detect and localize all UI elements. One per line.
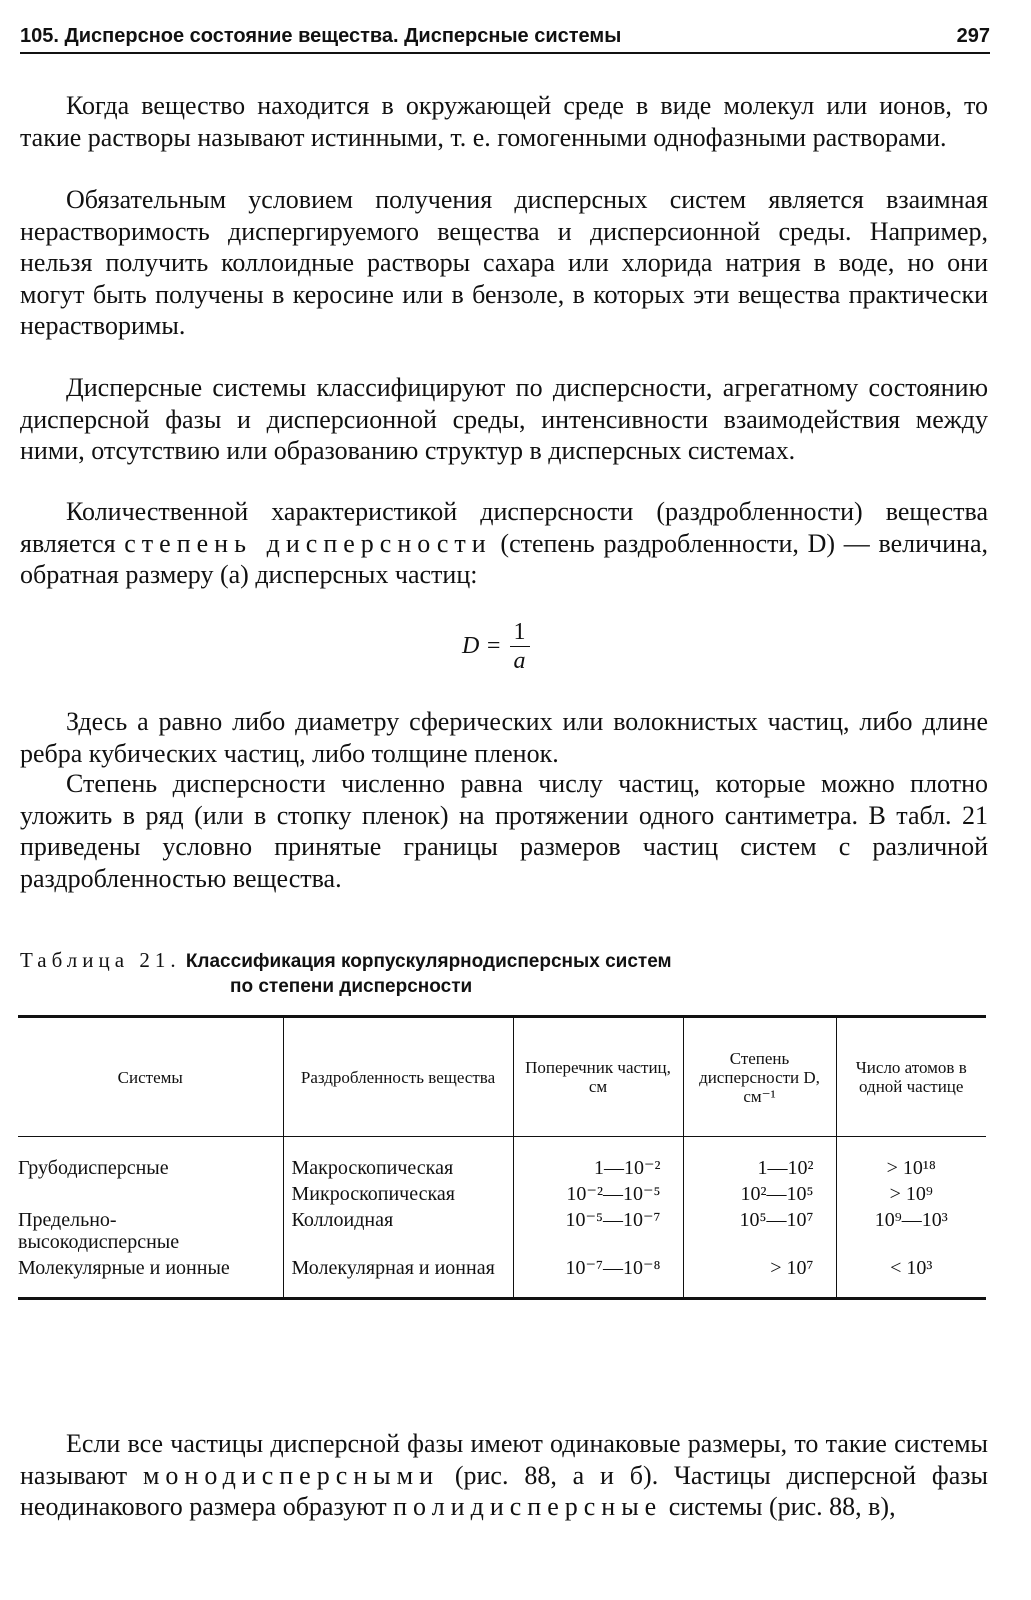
paragraph-7-after: системы (рис. 88, в),: [668, 1492, 896, 1521]
cell-diameter: 1—10⁻²: [513, 1137, 683, 1182]
table-header-row: [18, 1017, 986, 1137]
paragraph-4-before: Количественной характеристикой дисперсности (раздробленности) вещества является: [20, 497, 988, 558]
formula-numerator: 1: [510, 618, 530, 647]
term-monodisperse: монодисперсными: [142, 1460, 440, 1490]
paragraph-7: [20, 1428, 988, 1523]
page-header: [20, 18, 990, 54]
cell-diameter: 10⁻⁷—10⁻⁸: [513, 1255, 683, 1299]
cell-diameter: 10⁻²—10⁻⁵: [513, 1181, 683, 1207]
cell-fragmentation: Микроскопическая: [283, 1181, 513, 1207]
formula-lhs: D =: [462, 633, 502, 659]
table-row: [18, 1255, 986, 1299]
cell-system: [18, 1181, 283, 1207]
cell-degree: 10⁵—10⁷: [683, 1207, 836, 1255]
table-row: [18, 1181, 986, 1207]
table-caption-lead: Таблица 21.: [20, 948, 181, 972]
header-particle-diameter: Поперечник частиц, см: [513, 1017, 683, 1137]
page-number: 297: [956, 25, 990, 47]
header-dispersion-degree: Степень дисперсности D, см⁻¹: [683, 1017, 836, 1137]
running-head: 105. Дисперсное состояние вещества. Дисперсные системы: [20, 25, 622, 47]
table-caption-title-2: по степени дисперсности: [230, 976, 473, 997]
paragraph-5: Здесь a равно либо диаметру сферических или волокнистых частиц, либо длине ребра кубических частиц, либо толщине пленок.: [20, 707, 988, 768]
cell-atoms: 10⁹—10³: [836, 1207, 986, 1255]
table-caption-title-1: Классификация корпускулярнодисперсных систем: [185, 951, 672, 972]
cell-degree: 10²—10⁵: [683, 1181, 836, 1207]
cell-diameter: 10⁻⁵—10⁻⁷: [513, 1207, 683, 1255]
table-row: [18, 1137, 986, 1182]
cell-system: Молекулярные и ионные: [18, 1257, 230, 1279]
cell-degree: 1—10²: [683, 1137, 836, 1182]
dispersion-table: [18, 1015, 986, 1300]
header-fragmentation: Раздробленность вещества: [283, 1017, 513, 1137]
cell-fragmentation: Молекулярная и ионная: [283, 1255, 513, 1299]
term-polydisperse: полидисперсные: [393, 1492, 663, 1521]
cell-atoms: > 10¹⁸: [836, 1137, 986, 1182]
dispersion-formula: [462, 618, 530, 675]
paragraph-6: Степень дисперсности численно равна числу частиц, которые можно плотно уложить в ряд (или в стопку пленок) на протяжении одного сантиметра. В табл. 21 приведены условно принятые границы размеров частиц систем с различной раздробленностью вещества.: [20, 769, 988, 893]
formula-denominator: a: [513, 648, 526, 674]
header-atom-count: Число атомов в одной частице: [836, 1017, 986, 1137]
table-caption: [20, 948, 980, 999]
paragraph-7-before: Если все частицы дисперсной фазы имеют одинаковые размеры, то такие системы называют: [20, 1429, 988, 1490]
cell-atoms: < 10³: [836, 1255, 986, 1299]
paragraph-4: [20, 496, 988, 591]
paragraph-2: Обязательным условием получения дисперсных систем является взаимная нерастворимость диспергируемого вещества и дисперсионной среды. Например, нельзя получить коллоидные растворы сахара или хлорида натрия в воде, но они могут быть получены в керосине или в бензоле, в которых эти вещества практически нерастворимы.: [20, 185, 988, 340]
paragraph-3: Дисперсные системы классифицируют по дисперсности, агрегатному состоянию дисперсной фазы и дисперсионной среды, интенсивности взаимодействия между ними, отсутствию или образованию структур в дисперсных системах.: [20, 373, 988, 465]
term-degree-of-dispersion: степень дисперсности: [124, 528, 492, 558]
cell-degree: > 10⁷: [683, 1255, 836, 1299]
cell-fragmentation: Коллоидная: [283, 1207, 513, 1255]
header-systems: Системы: [117, 1067, 183, 1087]
formula-fraction: [510, 618, 530, 675]
cell-system: Грубодисперсные: [18, 1157, 169, 1179]
paragraph-7-mid: (рис. 88, а и б). Частицы дисперсной фазы неодинакового размера образуют: [20, 1460, 988, 1521]
table-row: [18, 1207, 986, 1255]
cell-atoms: > 10⁹: [836, 1181, 986, 1207]
cell-system: Предельно-высокодисперсные: [18, 1209, 180, 1253]
paragraph-4-after: (степень раздробленности, D) — величина, обратная размеру (a) дисперсных частиц:: [20, 528, 988, 589]
cell-fragmentation: Макроскопическая: [283, 1137, 513, 1182]
paragraph-1: Когда вещество находится в окружающей среде в виде молекул или ионов, то такие растворы называют истинными, т. е. гомогенными однофазными растворами.: [20, 91, 988, 152]
